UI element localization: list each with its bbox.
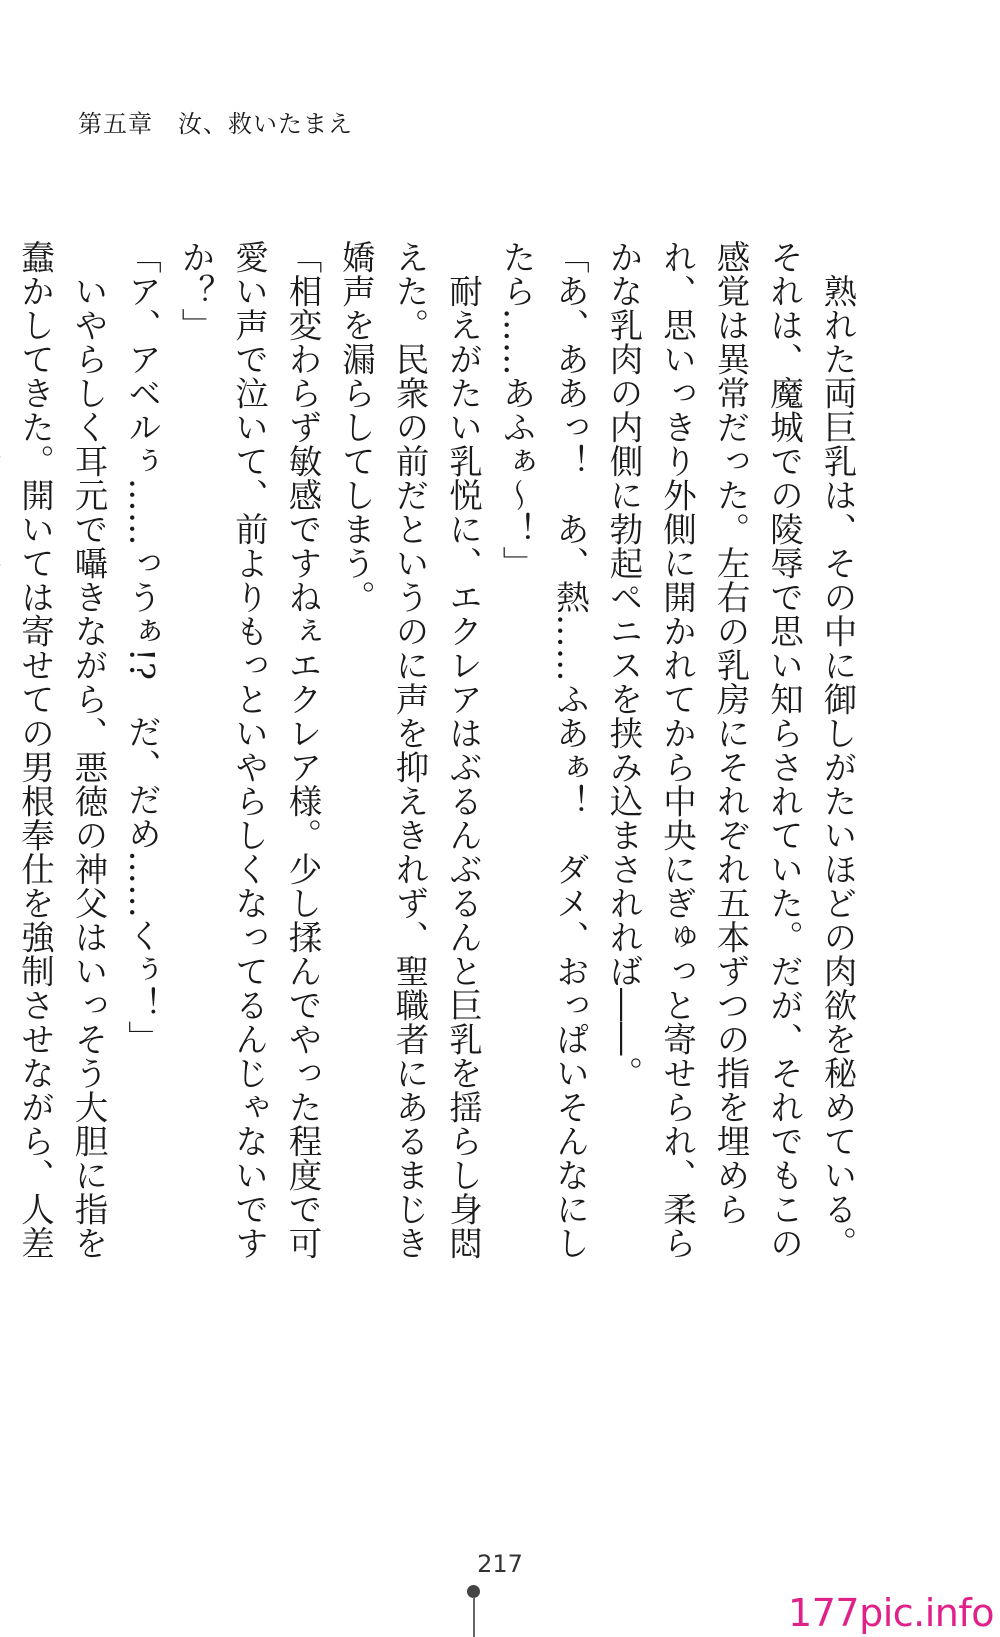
vertical-body-text — [15, 240, 864, 1290]
page-number: 217 — [477, 1550, 523, 1578]
chapter-title: 第五章 汝、救いたまえ — [78, 110, 353, 138]
page-marker-icon — [472, 1585, 475, 1637]
paragraph: いやらしく耳元で囁きながら、悪徳の神父はいっそう大胆に指を蠢かしてきた。開いては寄せての男根奉仕を強制させながら、人差 — [15, 240, 108, 1260]
watermark: 177pic.info — [788, 1591, 994, 1635]
page-marker-line — [473, 1597, 475, 1637]
paragraph: 耐えがたい乳悦に、エクレアはぶるんぶるんと巨乳を揺らし身悶えた。民衆の前だというのに声を抑えきれず、聖職者にあるまじき嬌声を漏らしてしまう。 — [336, 240, 483, 1260]
paragraph: 「あ、ああっ！ あ、熱……ふあぁ！ ダメ、おっぱいそんなにしたら……あふぁ～！」 — [497, 240, 590, 1260]
paragraph: 「相変わらず敏感ですねぇエクレア様。少し揉んでやった程度で可愛い声で泣いて、前よりもっといやらしくなってるんじゃないですか？」 — [176, 240, 322, 1260]
paragraph: 「ア、アベルぅ……っうぁ!? だ、だめ……くぅ！」 — [122, 240, 162, 1055]
paragraph: 熟れた両巨乳は、その中に御しがたいほどの肉欲を秘めている。それは、魔城での陵辱で思い知らされていた。だが、それでもこの感覚は異常だった。左右の乳房にそれぞれ五本ずつの指を埋められ、思いっきり外側に開かれてから中央にぎゅっと寄せられ、柔らかな乳肉の内側に勃起ペニスを挟み込まされれば――。 — [604, 240, 857, 1260]
